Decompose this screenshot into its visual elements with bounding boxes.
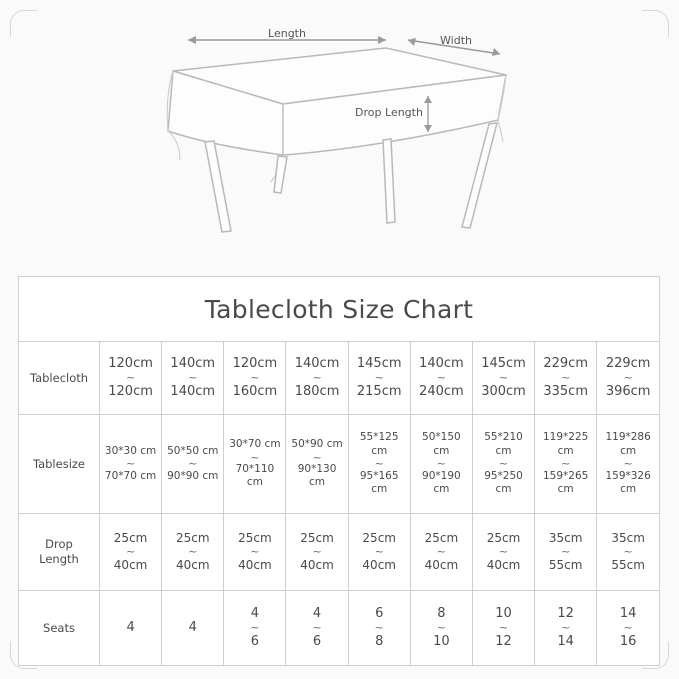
cell-seats-2: 4 [162,591,224,666]
cell-tablesize-7: 55*210 cm ~ 95*250 cm [472,415,534,514]
cell-tablecloth-6: 140cm ~ 240cm [410,342,472,415]
cell-seats-8: 12 ~ 14 [535,591,597,666]
cell-drop-4: 25cm ~ 40cm [286,514,348,591]
cell-tablecloth-3: 120cm ~ 160cm [224,342,286,415]
cell-tablecloth-2: 140cm ~ 140cm [162,342,224,415]
table-row-tablecloth [19,342,659,415]
cell-tablesize-9: 119*286 cm ~ 159*326 cm [597,415,659,514]
cell-drop-1: 25cm ~ 40cm [100,514,162,591]
cell-tablesize-1: 30*30 cm ~ 70*70 cm [100,415,162,514]
cell-tablecloth-5: 145cm ~ 215cm [348,342,410,415]
cell-seats-9: 14 ~ 16 [619,605,637,649]
length-label: Length [268,27,306,40]
size-chart-table [19,342,659,665]
cell-seats-6: 8 ~ 10 [410,591,472,666]
cell-tablecloth-1: 120cm ~ 120cm [100,342,162,415]
cell-tablecloth-8: 229cm ~ 335cm [535,342,597,415]
cell-tablecloth-7: 145cm ~ 300cm [472,342,534,415]
table-row-drop-length [19,514,659,591]
drop-length-label: Drop Length [355,106,423,119]
chart-title: Tablecloth Size Chart [19,277,659,342]
cell-seats-3: 4 ~ 6 [224,591,286,666]
cell-drop-6: 25cm ~ 40cm [410,514,472,591]
table-row-seats [19,591,659,666]
cell-drop-7: 25cm ~ 40cm [472,514,534,591]
table-row-tablesize [19,415,659,514]
cell-tablesize-3: 30*70 cm ~ 70*110 cm [224,415,286,514]
cell-tablecloth-4: 140cm ~ 180cm [286,342,348,415]
cell-seats-4: 4 ~ 6 [286,591,348,666]
width-label: Width [440,34,472,47]
row-header-tablecloth: Tablecloth [19,342,100,415]
cell-drop-9: 35cm ~ 55cm [597,514,659,591]
cell-tablesize-6: 50*150 cm ~ 90*190 cm [410,415,472,514]
row-header-drop-length: Drop Length [19,514,100,591]
cell-seats-5: 6 ~ 8 [348,591,410,666]
cell-drop-8: 35cm ~ 55cm [535,514,597,591]
cell-tablesize-4: 50*90 cm ~ 90*130 cm [286,415,348,514]
cell-seats-1: 4 [100,591,162,666]
cell-drop-3: 25cm ~ 40cm [224,514,286,591]
cell-tablecloth-9: 229cm ~ 396cm [597,342,659,415]
size-chart-card [18,276,660,666]
row-header-seats: Seats [19,591,100,666]
cell-drop-2: 25cm ~ 40cm [162,514,224,591]
table-illustration [0,0,679,272]
cell-drop-5: 25cm ~ 40cm [348,514,410,591]
row-header-tablesize: Tablesize [19,415,100,514]
cell-tablesize-8: 119*225 cm ~ 159*265 cm [535,415,597,514]
cell-tablesize-5: 55*125 cm ~ 95*165 cm [348,415,410,514]
cell-tablesize-2: 50*50 cm ~ 90*90 cm [162,415,224,514]
cell-seats-7: 10 ~ 12 [472,591,534,666]
